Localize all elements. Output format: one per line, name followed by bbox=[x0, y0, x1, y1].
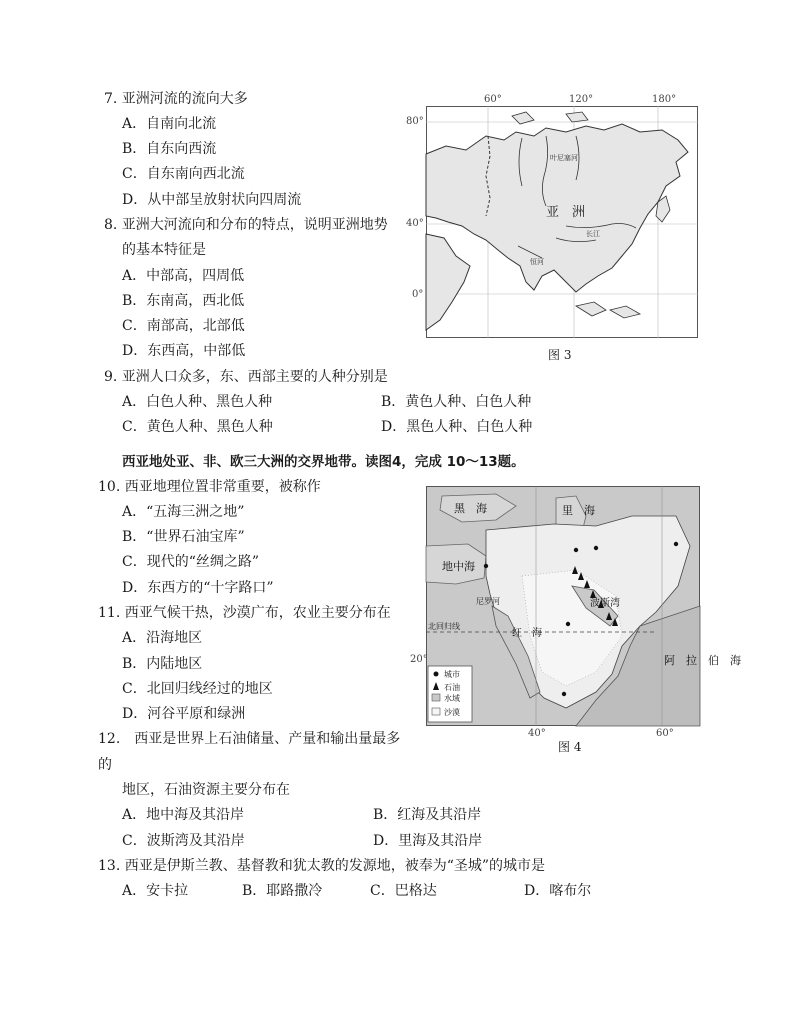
city-marker bbox=[574, 548, 578, 552]
fig4-caspian-label: 里 海 bbox=[562, 504, 595, 517]
legend-desert: 沙漠 bbox=[444, 708, 460, 717]
legend-water-icon bbox=[432, 694, 440, 701]
fig3-lat-40: 40° bbox=[406, 218, 424, 229]
q13-option-a: A．安卡拉 bbox=[122, 883, 189, 899]
fig4-red-sea-label: 红 海 bbox=[512, 628, 542, 639]
q13-stem: 13. 西亚是伊斯兰教、基督教和犹太教的发源地，被奉为“圣城”的城市是 bbox=[98, 858, 546, 874]
fig3-lon-120: 120° bbox=[569, 94, 594, 105]
q10-option-c: C．现代的“丝绸之路” bbox=[122, 554, 260, 570]
city-marker bbox=[566, 622, 570, 626]
fig4-persian-gulf-label: 波斯湾 bbox=[590, 598, 620, 609]
fig4-lon-60: 60° bbox=[656, 728, 674, 739]
legend-city: 城市 bbox=[444, 670, 460, 679]
city-marker bbox=[562, 692, 566, 696]
fig4-legend bbox=[428, 666, 472, 722]
q7-option-a: A．自南向北流 bbox=[122, 116, 217, 132]
q8-option-b: B．东南高，西北低 bbox=[122, 293, 245, 309]
figure-4-caption: 图 4 bbox=[558, 740, 582, 754]
q9-option-c: C．黄色人种、黑色人种 bbox=[122, 419, 273, 435]
fig4-black-sea-label: 黑 海 bbox=[454, 502, 487, 515]
fig4-nile-label: 尼罗河 bbox=[476, 597, 500, 606]
q12-stem-line3: 地区，石油资源主要分布在 bbox=[122, 782, 290, 798]
q7-option-b: B．自东向西流 bbox=[122, 141, 217, 157]
q7-option-c: C．自东南向西北流 bbox=[122, 166, 245, 182]
fig4-lat-20: 20° bbox=[410, 654, 428, 665]
q9-option-d: D．黑色人种、白色人种 bbox=[381, 419, 533, 435]
q12-option-d: D．里海及其沿岸 bbox=[373, 833, 483, 849]
legend-oil: 石油 bbox=[444, 683, 460, 692]
city-marker bbox=[594, 546, 598, 550]
q10-stem: 10. 西亚地理位置非常重要，被称作 bbox=[98, 479, 321, 495]
q8-option-c: C．南部高，北部低 bbox=[122, 318, 245, 334]
fig3-lat-80: 80° bbox=[406, 116, 424, 127]
q13-option-b: B．耶路撒冷 bbox=[242, 883, 323, 899]
q11-option-c: C．北回归线经过的地区 bbox=[122, 681, 273, 697]
fig3-river-yenisei: 叶尼塞河 bbox=[550, 154, 578, 162]
q12-stem-line1: 12. 西亚是世界上石油储量、产量和输出量最多 bbox=[98, 731, 401, 747]
legend-desert-icon bbox=[432, 708, 440, 715]
q11-stem: 11. 西亚气候干热，沙漠广布，农业主要分布在 bbox=[98, 605, 391, 621]
q8-option-d: D．东西高，中部低 bbox=[122, 343, 246, 359]
fig4-lon-40: 40° bbox=[528, 728, 546, 739]
fig3-river-ganges: 恒河 bbox=[530, 258, 544, 266]
q11-option-b: B．内陆地区 bbox=[122, 656, 203, 672]
fig3-river-yangtze: 长江 bbox=[586, 230, 600, 238]
q10-option-a: A．“五海三洲之地” bbox=[122, 504, 245, 520]
q7-stem: 7. 亚洲河流的流向大多 bbox=[104, 91, 248, 107]
fig3-lon-60: 60° bbox=[484, 94, 502, 105]
q8-stem-line2: 的基本特征是 bbox=[122, 242, 206, 258]
q12-option-b: B．红海及其沿岸 bbox=[373, 807, 482, 823]
q11-option-a: A．沿海地区 bbox=[122, 630, 203, 646]
asia-map-graphic bbox=[426, 106, 698, 338]
fig3-lon-180: 180° bbox=[652, 94, 677, 105]
legend-city-icon bbox=[434, 672, 439, 677]
fig4-tropic-label: 北回归线 bbox=[428, 622, 460, 631]
q8-option-a: A．中部高，四周低 bbox=[122, 268, 245, 284]
q9-stem: 9. 亚洲人口众多，东、西部主要的人种分别是 bbox=[104, 369, 388, 385]
q11-option-d: D．河谷平原和绿洲 bbox=[122, 706, 246, 722]
fig3-region-label: 亚 洲 bbox=[546, 205, 586, 220]
q13-option-c: C．巴格达 bbox=[370, 883, 437, 899]
fig4-med-label: 地中海 bbox=[442, 560, 475, 573]
figure-3-caption: 图 3 bbox=[548, 348, 572, 362]
q13-option-d: D．喀布尔 bbox=[524, 883, 592, 899]
q9-option-a: A．白色人种、黑色人种 bbox=[122, 394, 273, 410]
q10-option-b: B．“世界石油宝库” bbox=[122, 529, 245, 545]
q9-option-b: B．黄色人种、白色人种 bbox=[381, 394, 532, 410]
q7-option-d: D．从中部呈放射状向四周流 bbox=[122, 192, 302, 208]
legend-water: 水域 bbox=[444, 694, 460, 703]
figure-4-west-asia-map bbox=[404, 486, 741, 742]
q12-stem-line2: 的 bbox=[98, 757, 112, 773]
figure-3-asia-map bbox=[404, 94, 704, 340]
q12-option-a: A．地中海及其沿岸 bbox=[122, 807, 245, 823]
fig3-lat-0: 0° bbox=[412, 289, 424, 300]
q10-option-d: D．东西方的“十字路口” bbox=[122, 580, 274, 596]
q8-stem-line1: 8. 亚洲大河流向和分布的特点，说明亚洲地势 bbox=[104, 217, 388, 233]
section-intro: 西亚地处亚、非、欧三大洲的交界地带。读图4，完成 10～13题。 bbox=[122, 454, 525, 470]
city-marker bbox=[674, 542, 678, 546]
fig4-arabian-sea-label: 阿 拉 伯 海 bbox=[664, 654, 741, 667]
west-asia-map-graphic bbox=[426, 486, 741, 726]
city-marker bbox=[484, 564, 488, 568]
q12-option-c: C．波斯湾及其沿岸 bbox=[122, 833, 245, 849]
